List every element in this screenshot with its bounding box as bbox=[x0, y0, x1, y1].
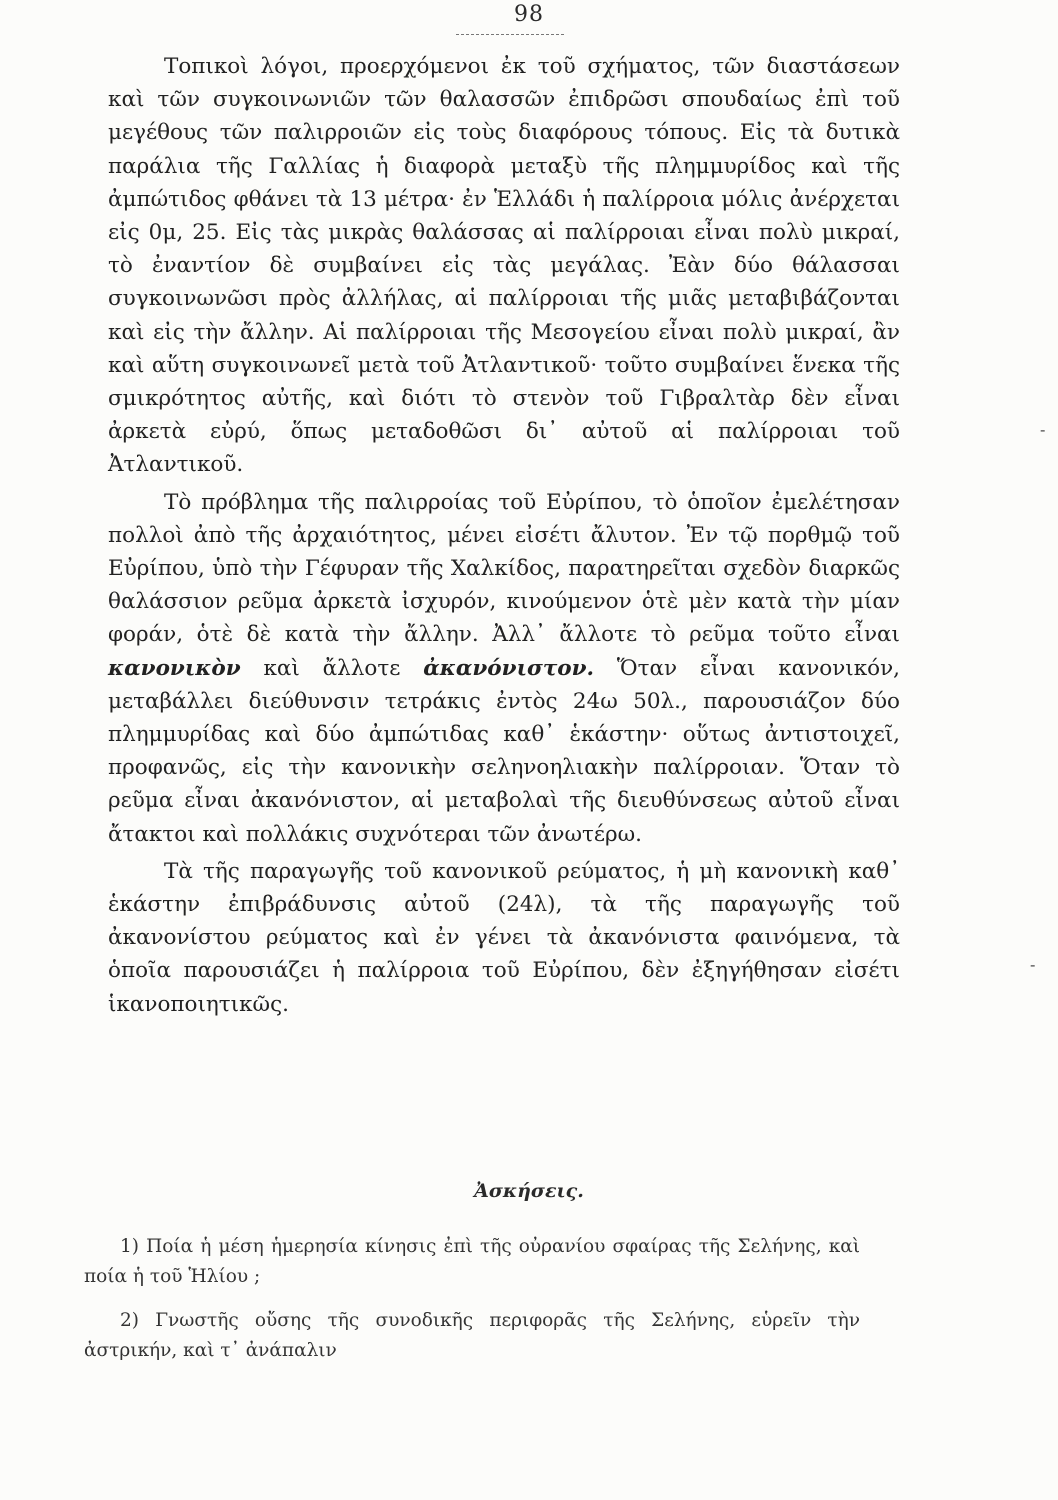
paragraph-euripus-problem bbox=[108, 486, 900, 851]
paragraph-euripus-part-b: καὶ ἄλλοτε bbox=[263, 655, 401, 681]
exercise-item: 2) Γνωστῆς οὔσης τῆς συνοδικῆς περιφορᾶς τῆς Σελήνης, εὑρεῖν τὴν ἀστρικήν, καὶ τ᾽ ἀνάπαλιν bbox=[84, 1310, 860, 1361]
paragraph-local-factors: Τοπικοὶ λόγοι, προερχόμενοι ἐκ τοῦ σχήματος, τῶν διαστάσεων καὶ τῶν συγκοινωνιῶν τῶν θαλασσῶν ἐπιδρῶσι σπουδαίως ἐπὶ τοῦ μεγέθους τῶν παλιρροιῶν εἰς τοὺς διαφόρους τόπους. Εἰς τὰ δυτικὰ παράλια τῆς Γαλλίας ἡ διαφορὰ μεταξὺ τῆς πλημμυρίδος καὶ τῆς ἀμπώτιδος φθάνει τὰ 13 μέτρα· ἐν Ἑλλάδι ἡ παλίρροια μόλις ἀνέρχεται εἰς 0μ, 25. Εἰς τὰς μικρὰς θαλάσσας αἱ παλίρροιαι εἶναι πολὺ μικραί, τὸ ἐναντίον δὲ συμβαίνει εἰς τὰς μεγάλας. Ἐὰν δύο θάλασσαι συγκοινωνῶσι πρὸς ἀλλήλας, αἱ παλίρροιαι τῆς μιᾶς μεταβιβάζονται καὶ εἰς τὴν ἄλλην. Αἱ παλίρροιαι τῆς Μεσογείου εἶναι πολὺ μικραί, ἂν καὶ αὕτη συγκοινωνεῖ μετὰ τοῦ Ἀτλαντικοῦ· τοῦτο συμβαίνει ἕνεκα τῆς σμικρότητος αὐτῆς, καὶ διότι τὸ στενὸν τοῦ Γιβραλτὰρ δὲν εἶναι ἀρκετὰ εὐρύ, ὅπως μεταδοθῶσι δι᾽ αὐτοῦ αἱ παλίρροιαι τοῦ Ἀτλαντικοῦ. bbox=[108, 54, 900, 478]
exercises-list bbox=[84, 1232, 860, 1380]
exercises-title: Ἀσκήσεις. bbox=[474, 1180, 584, 1202]
paragraph-euripus-part-a: Τὸ πρόβλημα τῆς παλιρροίας τοῦ Εὐρίπου, τὸ ὁποῖον ἐμελέτησαν πολλοὶ ἀπὸ τῆς ἀρχαιότητος, μένει εἰσέτι ἄλυτον. Ἐν τῷ πορθμῷ τοῦ Εὐρίπου, ὑπὸ τὴν Γέφυραν τῆς Χαλκίδος, παρατηρεῖται σχεδὸν διαρκῶς θαλάσσιον ρεῦμα ἀρκετὰ ἰσχυρόν, κινούμενον ὁτὲ μὲν κατὰ τὴν μίαν φοράν, ὁτὲ δὲ κατὰ τὴν ἄλλην. Ἀλλ᾽ ἄλλοτε τὸ ρεῦμα τοῦτο εἶναι bbox=[108, 489, 900, 648]
page-number: 98 bbox=[514, 2, 544, 27]
header-rule bbox=[456, 34, 564, 35]
body-text bbox=[108, 50, 900, 1021]
paragraph-unexplained: Τὰ τῆς παραγωγῆς τοῦ κανονικοῦ ρεύματος, ἡ μὴ κανονικὴ καθ᾽ ἑκάστην ἐπιβράδυνσις αὐτοῦ (24λ), τὰ τῆς παραγωγῆς τοῦ ἀκανονίστου ρεύματος καὶ ἐν γένει τὰ ἀκανόνιστα φαινόμενα, τὰ ὁποῖα παρουσιάζει ἡ παλίρροια τοῦ Εὐρίπου, δὲν ἐξηγήθησαν εἰσέτι ἱκανοποιητικῶς. bbox=[108, 858, 900, 1017]
margin-mark: - bbox=[1030, 955, 1036, 974]
exercise-item: 1) Ποία ἡ μέση ἡμερησία κίνησις ἐπὶ τῆς οὐρανίου σφαίρας τῆς Σελήνης, καὶ ποία ἡ τοῦ Ἡλίου ; bbox=[84, 1236, 860, 1287]
margin-mark: - bbox=[1040, 420, 1046, 439]
paragraph-euripus-part-c: Ὅταν εἶναι κανονικόν, μεταβάλλει διεύθυνσιν τετράκις ἐντὸς 24ω 50λ., παρουσιάζον δύο πλημμυρίδας καὶ δύο ἀμπώτιδας καθ᾽ ἑκάστην· οὕτως ἀντιστοιχεῖ, προφανῶς, εἰς τὴν κανονικὴν σεληνοηλιακὴν παλίρροιαν. Ὅταν τὸ ρεῦμα εἶναι ἀκανόνιστον, αἱ μεταβολαὶ τῆς διευθύνσεως αὐτοῦ εἶναι ἄτακτοι καὶ πολλάκις συχνότεραι τῶν ἀνωτέρω. bbox=[108, 655, 901, 847]
term-regular: κανονικὸν bbox=[108, 655, 241, 681]
term-irregular: ἀκανόνιστον. bbox=[423, 655, 595, 681]
